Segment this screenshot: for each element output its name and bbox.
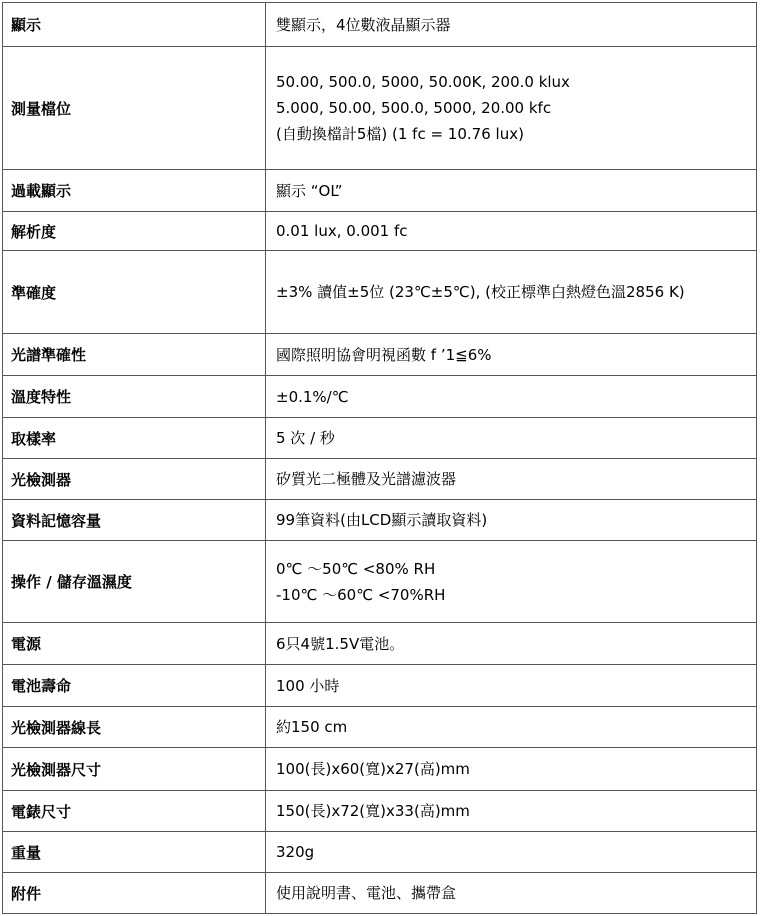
row-value: 99筆資料(由LCD顯示讀取資料) xyxy=(266,500,757,541)
table-row xyxy=(3,212,757,251)
row-label: 測量檔位 xyxy=(3,47,266,170)
row-value: 0.01 lux, 0.001 fc xyxy=(266,212,757,251)
row-value: ±0.1%/℃ xyxy=(266,376,757,418)
table-row xyxy=(3,748,757,791)
row-label: 準確度 xyxy=(3,251,266,334)
table-row xyxy=(3,47,757,170)
row-value: 使用說明書、電池、攜帶盒 xyxy=(266,873,757,914)
row-value: 100 小時 xyxy=(266,665,757,707)
row-value: 320g xyxy=(266,832,757,873)
row-value: 150(長)x72(寬)x33(高)mm xyxy=(266,791,757,832)
row-label: 操作 / 儲存溫濕度 xyxy=(3,541,266,623)
row-label: 過載顯示 xyxy=(3,170,266,212)
specifications-table xyxy=(2,2,757,914)
row-label: 取樣率 xyxy=(3,418,266,459)
table-row xyxy=(3,376,757,418)
row-label: 附件 xyxy=(3,873,266,914)
table-row xyxy=(3,873,757,914)
row-label: 電源 xyxy=(3,623,266,665)
row-label: 顯示 xyxy=(3,3,266,47)
table-row xyxy=(3,459,757,500)
table-row xyxy=(3,500,757,541)
table-row xyxy=(3,832,757,873)
row-value: 0℃ ～50℃ <80% RH -10℃ ～60℃ <70%RH xyxy=(266,541,757,623)
row-label: 溫度特性 xyxy=(3,376,266,418)
row-label: 電錶尺寸 xyxy=(3,791,266,832)
row-label: 光檢測器 xyxy=(3,459,266,500)
row-value: 50.00, 500.0, 5000, 50.00K, 200.0 klux 5.000, 50.00, 500.0, 5000, 20.00 kfc (自動換檔計5檔) (1 fc = 10.76 lux) xyxy=(266,47,757,170)
row-label: 解析度 xyxy=(3,212,266,251)
table-row xyxy=(3,418,757,459)
row-label: 光檢測器尺寸 xyxy=(3,748,266,791)
table-row xyxy=(3,170,757,212)
row-label: 光譜準確性 xyxy=(3,334,266,376)
row-label: 電池壽命 xyxy=(3,665,266,707)
table-row xyxy=(3,334,757,376)
row-value: 國際照明協會明視函數 f ’1≦6% xyxy=(266,334,757,376)
table-row xyxy=(3,623,757,665)
row-value: 雙顯示，4位數液晶顯示器 xyxy=(266,3,757,47)
row-value: 100(長)x60(寬)x27(高)mm xyxy=(266,748,757,791)
table-row xyxy=(3,3,757,47)
row-value: 5 次 / 秒 xyxy=(266,418,757,459)
row-value: ±3% 讀值±5位 (23℃±5℃), (校正標準白熱燈色溫2856 K) xyxy=(266,251,757,334)
table-row xyxy=(3,541,757,623)
row-label: 光檢測器線長 xyxy=(3,707,266,748)
table-row xyxy=(3,791,757,832)
row-label: 資料記憶容量 xyxy=(3,500,266,541)
table-row xyxy=(3,251,757,334)
row-label: 重量 xyxy=(3,832,266,873)
row-value: 約150 cm xyxy=(266,707,757,748)
table-row xyxy=(3,707,757,748)
row-value: 矽質光二極體及光譜濾波器 xyxy=(266,459,757,500)
row-value: 顯示 “OL” xyxy=(266,170,757,212)
table-row xyxy=(3,665,757,707)
row-value: 6只4號1.5V電池。 xyxy=(266,623,757,665)
